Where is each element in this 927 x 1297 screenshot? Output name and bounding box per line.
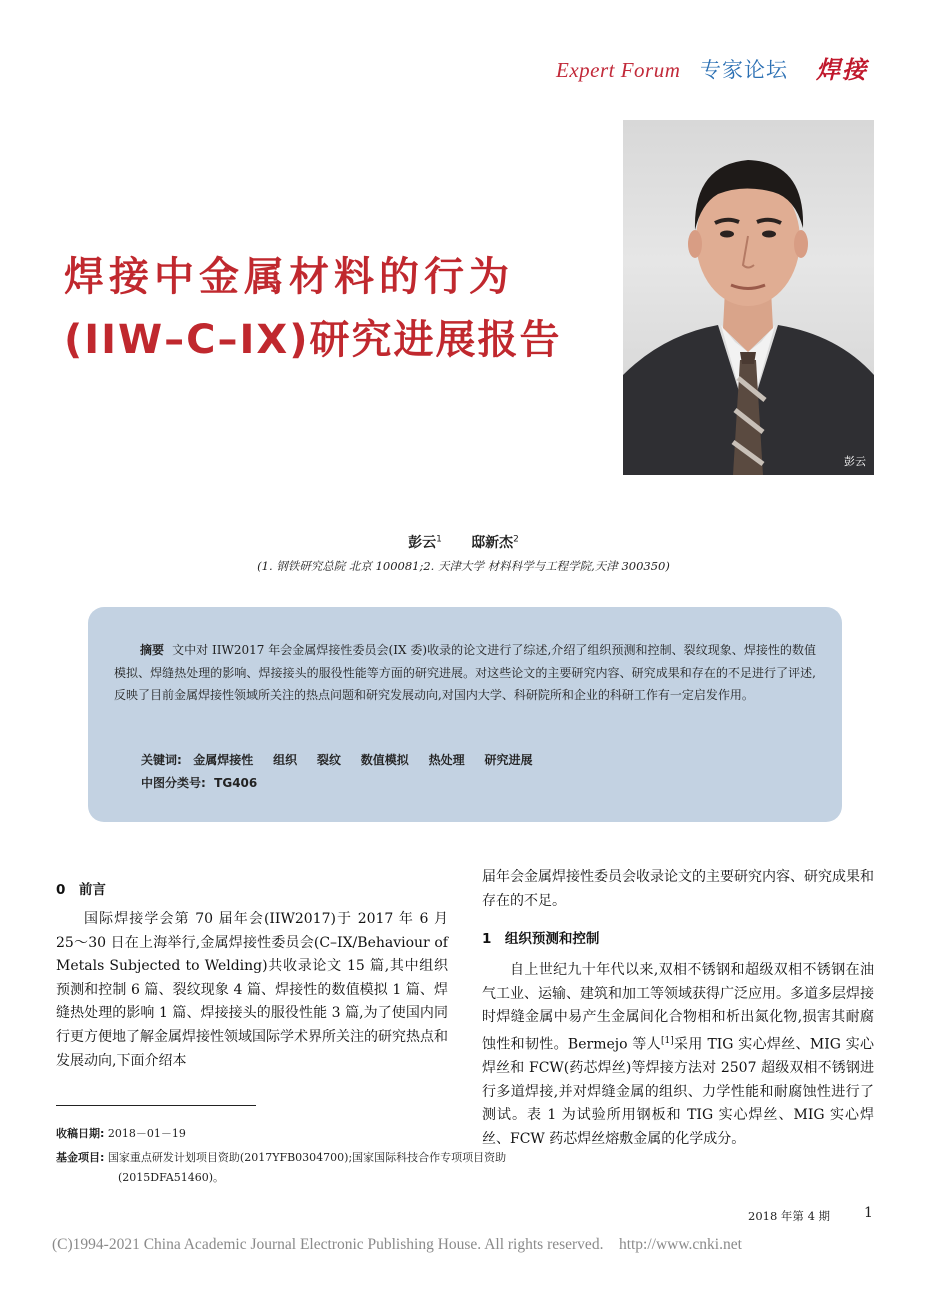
keyword: 组织: [273, 753, 298, 767]
keyword: 研究进展: [484, 753, 533, 767]
intro-paragraph-continued: 届年会金属焊接性委员会收录论文的主要研究内容、研究成果和存在的不足。: [482, 869, 874, 909]
citation-ref[interactable]: [1]: [660, 1035, 674, 1046]
photo-caption: 彭云: [844, 455, 866, 468]
keyword: 数值模拟: [360, 753, 409, 767]
right-column: [482, 866, 874, 1152]
page-number: 1: [864, 1205, 873, 1221]
received-label: 收稿日期:: [56, 1127, 105, 1140]
issue-label: 2018 年第 4 期: [748, 1209, 831, 1223]
keyword: 热处理: [428, 753, 465, 767]
classification-code: TG406: [214, 776, 258, 790]
intro-paragraph: 国际焊接学会第 70 届年会(IIW2017)于 2017 年 6 月 25～30 日在上海举行,金属焊接性委员会(C–IX/Behaviour of Metals Subjected to Welding)共收录论文 15 篇,其中组织预测和控制 6 篇、裂纹现象 4 篇、焊接性的数值模拟 1 篇、焊缝热处理的影响 1 篇、焊接接头的服役性能 3 篇,为了使国内同行更方便地了解金属焊接性领域国际学术界所关注的研究热点和发展动向,下面介绍本: [56, 911, 448, 1069]
author-photo: [623, 120, 874, 475]
funding-note: [56, 1148, 510, 1188]
article-title-line2: (IIW–C–IX)研究进展报告: [64, 317, 562, 363]
footnote-divider: [56, 1105, 256, 1106]
funding-label: 基金项目:: [56, 1151, 105, 1164]
section-heading-intro: 0 前言: [56, 882, 106, 898]
author-name: 邸新杰: [471, 535, 514, 551]
section-heading-1: 1 组织预测和控制: [482, 931, 600, 948]
journal-header-section: 专家论坛: [700, 58, 788, 82]
keyword: 金属焊接性: [193, 753, 254, 767]
author-affil-mark: 2: [513, 534, 519, 545]
received-date: [56, 1124, 448, 1144]
classification-line: [141, 774, 257, 791]
left-column: [56, 878, 448, 1073]
keywords-label: 关键词:: [141, 753, 182, 767]
author-list: [0, 532, 927, 552]
section1-text-a: 自上世纪九十年代以来,双相不锈钢和超级双相不锈钢在油气工业、运输、建筑和加工等领域获得广泛应用。多道多层焊接时焊缝金属中易产生金属间化合物相和析出氮化物,损害其耐腐蚀性和韧性。Bermejo 等人: [482, 962, 874, 1053]
journal-header-english: Expert Forum: [556, 58, 681, 82]
author-affiliation: (1. 钢铁研究总院 北京 100081;2. 天津大学 材料科学与工程学院,天津 300350): [257, 559, 670, 573]
received-value: 2018－01－19: [107, 1127, 186, 1140]
article-title-line1: 焊接中金属材料的行为: [64, 254, 514, 300]
abstract-body: 文中对 IIW2017 年会金属焊接性委员会(IX 委)收录的论文进行了综述,介绍了组织预测和控制、裂纹现象、焊接性的数值模拟、焊缝热处理的影响、焊接接头的服役性能等方面的研究进展。对这些论文的主要研究内容、研究成果和存在的不足进行了评述,反映了目前金属焊接性领域所关注的热点问题和研究发展动向,对国内大学、科研院所和企业的科研工作有一定启发作用。: [114, 643, 816, 702]
copyright-line: (C)1994-2021 China Academic Journal Electronic Publishing House. All rights reserved. http://www.cnki.net: [52, 1236, 742, 1253]
portrait-illustration: [623, 120, 874, 475]
journal-logo: 焊接: [816, 55, 868, 84]
author-affil-mark: 1: [436, 534, 442, 545]
abstract-label: 摘要: [140, 643, 165, 657]
keywords-line: [141, 751, 549, 768]
keyword: 裂纹: [316, 753, 341, 767]
author-name: 彭云: [408, 535, 437, 551]
abstract-paragraph: [114, 639, 816, 707]
classification-label: 中图分类号:: [141, 776, 206, 790]
section1-paragraph: [482, 959, 874, 1151]
funding-value: 国家重点研发计划项目资助(2017YFB0304700);国家国际科技合作专项项目资助(2015DFA51460)。: [107, 1151, 507, 1184]
section1-text-b: 采用 TIG 实心焊丝、MIG 实心焊丝和 FCW(药芯焊丝)等焊接方法对 2507 超级双相不锈钢进行多道焊接,并对焊缝金属的组织、力学性能和耐腐蚀性进行了测试。表 1 为试验所用钢板和 TIG 实心焊丝、MIG 实心焊丝、FCW 药芯焊丝熔敷金属的化学成分。: [482, 1036, 875, 1147]
